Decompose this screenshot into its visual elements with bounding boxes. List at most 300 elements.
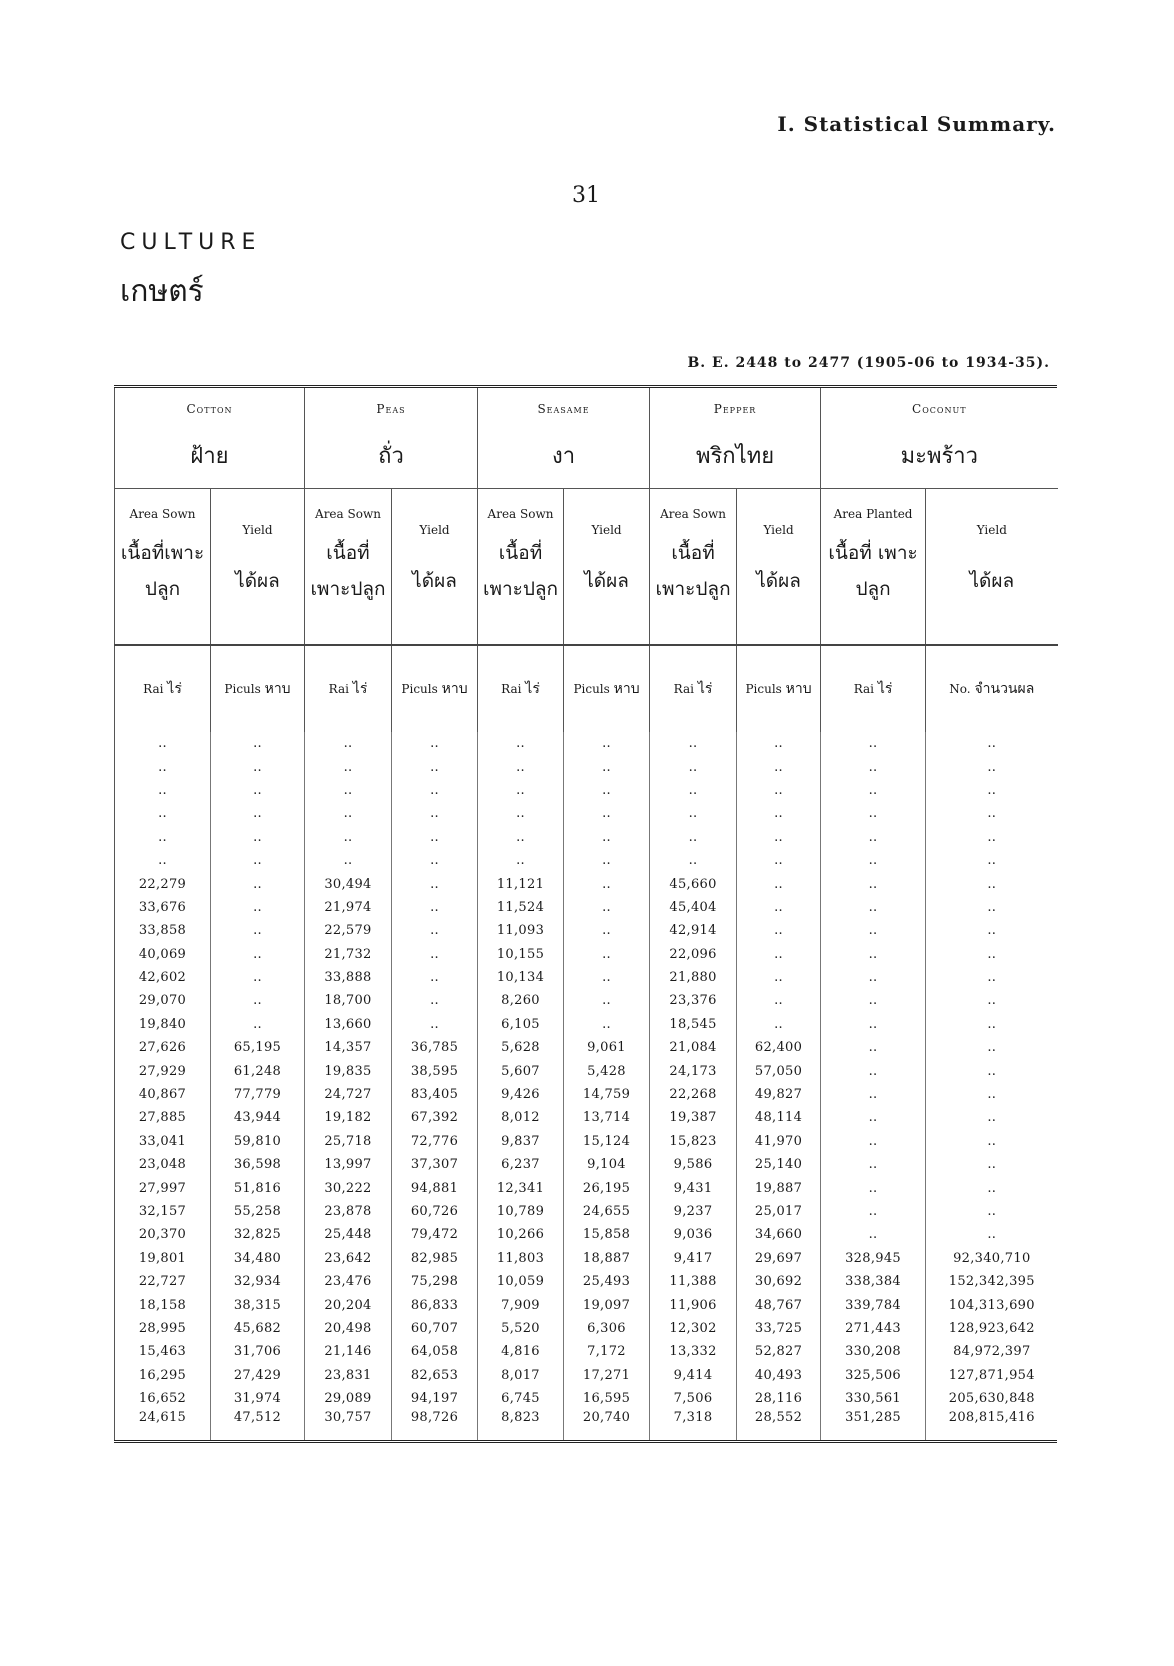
unit-th: หาบ bbox=[441, 681, 468, 697]
table-cell: 18,887 bbox=[564, 1247, 650, 1270]
crop-header-cotton bbox=[115, 388, 305, 489]
subheader-th: เนื้อที่ เพาะปลูก bbox=[828, 542, 918, 600]
table-cell: 30,757 bbox=[305, 1410, 392, 1440]
table-cell: 32,825 bbox=[211, 1223, 305, 1246]
table-cell: 62,400 bbox=[737, 1036, 821, 1059]
table-cell: .. bbox=[821, 1013, 926, 1036]
table-cell: .. bbox=[737, 872, 821, 895]
table-cell: 94,197 bbox=[392, 1387, 478, 1410]
table-cell: .. bbox=[987, 853, 997, 869]
table-cell: 64,058 bbox=[392, 1340, 478, 1363]
table-cell: 29,089 bbox=[305, 1387, 392, 1410]
table-cell: .. bbox=[115, 755, 211, 778]
table-cell: .. bbox=[737, 755, 821, 778]
table-cell: .. bbox=[115, 732, 211, 755]
table-cell: .. bbox=[392, 989, 478, 1012]
table-cell: 19,840 bbox=[115, 1013, 211, 1036]
table-cell: .. bbox=[987, 759, 997, 775]
unit-en: Piculs bbox=[401, 682, 438, 696]
table-cell: .. bbox=[821, 779, 926, 802]
table-cell: 20,498 bbox=[305, 1317, 392, 1340]
table-cell: 18,700 bbox=[305, 989, 392, 1012]
unit-en: Piculs bbox=[745, 682, 782, 696]
table-cell: 13,332 bbox=[650, 1340, 737, 1363]
table-row bbox=[115, 802, 1058, 825]
table-cell: .. bbox=[821, 1200, 926, 1223]
unit-en: Rai bbox=[143, 682, 164, 696]
table-cell: .. bbox=[305, 802, 392, 825]
table-cell: 22,727 bbox=[115, 1270, 211, 1293]
table-cell: .. bbox=[564, 732, 650, 755]
table-cell: 10,134 bbox=[478, 966, 564, 989]
table-cell: 21,974 bbox=[305, 896, 392, 919]
statistics-table-container bbox=[114, 385, 1057, 1443]
table-cell: 19,387 bbox=[650, 1106, 737, 1129]
table-cell: .. bbox=[211, 896, 305, 919]
table-cell: .. bbox=[392, 872, 478, 895]
table-cell: 33,858 bbox=[115, 919, 211, 942]
unit-en: Piculs bbox=[573, 682, 610, 696]
table-cell: 52,827 bbox=[737, 1340, 821, 1363]
table-cell: 7,506 bbox=[650, 1387, 737, 1410]
table-cell: 82,985 bbox=[392, 1247, 478, 1270]
unit-cell bbox=[478, 645, 564, 732]
table-cell: 16,595 bbox=[564, 1387, 650, 1410]
table-cell: 36,785 bbox=[392, 1036, 478, 1059]
table-row bbox=[115, 1200, 1058, 1223]
table-cell: 47,512 bbox=[211, 1410, 305, 1440]
table-cell: 19,182 bbox=[305, 1106, 392, 1129]
table-cell: .. bbox=[211, 826, 305, 849]
unit-cell bbox=[211, 645, 305, 732]
table-cell: 49,827 bbox=[737, 1083, 821, 1106]
table-cell: .. bbox=[115, 802, 211, 825]
culture-heading-en: CULTURE bbox=[120, 230, 262, 255]
table-cell: 94,881 bbox=[392, 1176, 478, 1199]
table-cell: .. bbox=[987, 1110, 997, 1126]
table-cell: .. bbox=[564, 826, 650, 849]
table-cell: .. bbox=[737, 802, 821, 825]
table-cell: .. bbox=[211, 872, 305, 895]
table-row bbox=[115, 1247, 1058, 1270]
table-cell: 152,342,395 bbox=[948, 1274, 1035, 1290]
unit-cell bbox=[392, 645, 478, 732]
table-cell: 27,429 bbox=[211, 1364, 305, 1387]
table-cell: .. bbox=[821, 919, 926, 942]
table-cell: 15,463 bbox=[115, 1340, 211, 1363]
table-cell: .. bbox=[987, 970, 997, 986]
table-row bbox=[115, 779, 1058, 802]
table-cell: .. bbox=[564, 966, 650, 989]
subheader-area bbox=[650, 489, 737, 646]
subheader-yield bbox=[926, 489, 1058, 646]
table-cell: 31,974 bbox=[211, 1387, 305, 1410]
table-cell: .. bbox=[650, 732, 737, 755]
table-cell: .. bbox=[987, 899, 997, 915]
section-title: I. Statistical Summary. bbox=[777, 112, 1056, 136]
table-cell: .. bbox=[305, 732, 392, 755]
table-cell: .. bbox=[737, 779, 821, 802]
table-cell: 17,271 bbox=[564, 1364, 650, 1387]
table-row bbox=[115, 1036, 1058, 1059]
subheader-th: เนื้อที่ เพาะปลูก bbox=[310, 542, 386, 600]
table-cell: 9,061 bbox=[564, 1036, 650, 1059]
table-cell: .. bbox=[305, 779, 392, 802]
subheader-yield bbox=[211, 489, 305, 646]
table-cell: .. bbox=[564, 802, 650, 825]
table-cell: .. bbox=[211, 779, 305, 802]
subheader-th: ได้ผล bbox=[412, 570, 457, 592]
crop-name-en: Coconut bbox=[912, 402, 967, 416]
table-cell: 8,823 bbox=[478, 1410, 564, 1440]
table-cell: .. bbox=[650, 755, 737, 778]
table-cell: 51,816 bbox=[211, 1176, 305, 1199]
table-cell: .. bbox=[987, 1227, 997, 1243]
table-cell: 8,260 bbox=[478, 989, 564, 1012]
subheader-en: Area Sown bbox=[487, 507, 554, 521]
table-row bbox=[115, 966, 1058, 989]
culture-statistics-table bbox=[114, 388, 1058, 1440]
table-cell: 32,157 bbox=[115, 1200, 211, 1223]
table-cell: 29,697 bbox=[737, 1247, 821, 1270]
table-cell: 22,579 bbox=[305, 919, 392, 942]
subheader-en: Yield bbox=[591, 523, 622, 537]
table-cell: .. bbox=[392, 1013, 478, 1036]
table-cell: 271,443 bbox=[821, 1317, 926, 1340]
table-cell: .. bbox=[737, 849, 821, 872]
table-cell: .. bbox=[821, 1059, 926, 1082]
table-cell: 36,598 bbox=[211, 1153, 305, 1176]
subheader-en: Yield bbox=[763, 523, 794, 537]
table-cell: 30,692 bbox=[737, 1270, 821, 1293]
table-cell: .. bbox=[564, 779, 650, 802]
table-cell: .. bbox=[821, 732, 926, 755]
table-cell: .. bbox=[392, 826, 478, 849]
crop-name-th: งา bbox=[551, 444, 576, 469]
unit-cell bbox=[305, 645, 392, 732]
table-cell: .. bbox=[478, 755, 564, 778]
table-cell: 84,972,397 bbox=[953, 1344, 1031, 1360]
table-cell: .. bbox=[821, 802, 926, 825]
table-cell: .. bbox=[987, 1087, 997, 1103]
subheader-area bbox=[821, 489, 926, 646]
table-cell: 13,714 bbox=[564, 1106, 650, 1129]
unit-th: หาบ bbox=[613, 681, 640, 697]
table-cell: 9,586 bbox=[650, 1153, 737, 1176]
table-cell: 23,831 bbox=[305, 1364, 392, 1387]
table-row bbox=[115, 1059, 1058, 1082]
table-cell: .. bbox=[987, 782, 997, 798]
table-cell: 25,140 bbox=[737, 1153, 821, 1176]
table-cell: 19,801 bbox=[115, 1247, 211, 1270]
table-cell: .. bbox=[305, 826, 392, 849]
table-cell: 339,784 bbox=[821, 1293, 926, 1316]
table-cell: 48,114 bbox=[737, 1106, 821, 1129]
table-row bbox=[115, 1317, 1058, 1340]
table-cell: .. bbox=[650, 849, 737, 872]
table-cell: 41,970 bbox=[737, 1130, 821, 1153]
table-cell: .. bbox=[564, 849, 650, 872]
table-cell: 328,945 bbox=[821, 1247, 926, 1270]
table-cell: 60,726 bbox=[392, 1200, 478, 1223]
date-range: B. E. 2448 to 2477 (1905-06 to 1934-35). bbox=[687, 355, 1050, 371]
table-row bbox=[115, 1223, 1058, 1246]
unit-cell bbox=[926, 645, 1058, 732]
table-cell: 20,204 bbox=[305, 1293, 392, 1316]
table-cell: .. bbox=[211, 802, 305, 825]
table-cell: 23,878 bbox=[305, 1200, 392, 1223]
table-cell: .. bbox=[987, 923, 997, 939]
table-row bbox=[115, 1083, 1058, 1106]
table-cell: .. bbox=[737, 826, 821, 849]
table-cell: 43,944 bbox=[211, 1106, 305, 1129]
table-row bbox=[115, 1364, 1058, 1387]
table-cell: 40,867 bbox=[115, 1083, 211, 1106]
table-cell: 11,524 bbox=[478, 896, 564, 919]
table-cell: 12,302 bbox=[650, 1317, 737, 1340]
table-cell: .. bbox=[737, 989, 821, 1012]
unit-en: Rai bbox=[501, 682, 522, 696]
crop-name-en: Peas bbox=[376, 402, 406, 416]
table-cell: 48,767 bbox=[737, 1293, 821, 1316]
table-cell: 127,871,954 bbox=[948, 1367, 1035, 1383]
table-row bbox=[115, 872, 1058, 895]
table-cell: .. bbox=[650, 826, 737, 849]
table-cell: .. bbox=[478, 732, 564, 755]
subheader-en: Yield bbox=[976, 523, 1007, 537]
table-cell: .. bbox=[987, 1180, 997, 1196]
table-cell: 24,727 bbox=[305, 1083, 392, 1106]
crop-header-coconut bbox=[821, 388, 1058, 489]
table-row bbox=[115, 1013, 1058, 1036]
table-cell: 18,545 bbox=[650, 1013, 737, 1036]
table-cell: 30,222 bbox=[305, 1176, 392, 1199]
table-cell: 31,706 bbox=[211, 1340, 305, 1363]
crop-header-row bbox=[115, 388, 1058, 489]
table-cell: 23,642 bbox=[305, 1247, 392, 1270]
crop-name-th: ถั่ว bbox=[378, 444, 404, 469]
table-cell: .. bbox=[821, 989, 926, 1012]
subheader-en: Yield bbox=[419, 523, 450, 537]
table-row bbox=[115, 989, 1058, 1012]
table-cell: 330,208 bbox=[821, 1340, 926, 1363]
table-cell: 27,997 bbox=[115, 1176, 211, 1199]
table-cell: 10,059 bbox=[478, 1270, 564, 1293]
table-cell: 21,732 bbox=[305, 943, 392, 966]
table-cell: 9,417 bbox=[650, 1247, 737, 1270]
table-cell: 22,268 bbox=[650, 1083, 737, 1106]
table-cell: 57,050 bbox=[737, 1059, 821, 1082]
table-cell: 6,745 bbox=[478, 1387, 564, 1410]
table-row bbox=[115, 943, 1058, 966]
table-cell: 29,070 bbox=[115, 989, 211, 1012]
unit-en: Piculs bbox=[224, 682, 261, 696]
table-cell: 8,017 bbox=[478, 1364, 564, 1387]
table-cell: 65,195 bbox=[211, 1036, 305, 1059]
table-cell: 20,370 bbox=[115, 1223, 211, 1246]
table-row bbox=[115, 732, 1058, 755]
table-cell: .. bbox=[478, 802, 564, 825]
table-cell: 60,707 bbox=[392, 1317, 478, 1340]
table-cell: .. bbox=[821, 1106, 926, 1129]
subheader-th: เนื้อที่ เพาะปลูก bbox=[482, 542, 559, 600]
table-cell: .. bbox=[987, 1133, 997, 1149]
subheader-area bbox=[305, 489, 392, 646]
table-cell: 15,858 bbox=[564, 1223, 650, 1246]
table-cell: 16,295 bbox=[115, 1364, 211, 1387]
table-cell: 34,660 bbox=[737, 1223, 821, 1246]
crop-name-th: ฝ้าย bbox=[190, 444, 229, 469]
table-cell: 21,084 bbox=[650, 1036, 737, 1059]
table-cell: .. bbox=[821, 755, 926, 778]
table-cell: 25,448 bbox=[305, 1223, 392, 1246]
table-cell: .. bbox=[821, 896, 926, 919]
table-cell: 16,652 bbox=[115, 1387, 211, 1410]
table-cell: .. bbox=[821, 849, 926, 872]
table-cell: 55,258 bbox=[211, 1200, 305, 1223]
table-cell: 32,934 bbox=[211, 1270, 305, 1293]
table-cell: .. bbox=[987, 1204, 997, 1219]
table-cell: 11,388 bbox=[650, 1270, 737, 1293]
table-cell: 18,158 bbox=[115, 1293, 211, 1316]
table-cell: 128,923,642 bbox=[948, 1320, 1035, 1336]
table-cell: 15,124 bbox=[564, 1130, 650, 1153]
table-cell: 27,885 bbox=[115, 1106, 211, 1129]
subheader-th: ได้ผล bbox=[969, 570, 1015, 592]
table-cell: 7,909 bbox=[478, 1293, 564, 1316]
table-cell: .. bbox=[564, 989, 650, 1012]
table-cell: 8,012 bbox=[478, 1106, 564, 1129]
unit-th: ไร่ bbox=[167, 681, 182, 697]
table-cell: .. bbox=[564, 755, 650, 778]
table-row bbox=[115, 1106, 1058, 1129]
table-row bbox=[115, 1153, 1058, 1176]
unit-cell bbox=[564, 645, 650, 732]
table-body bbox=[115, 732, 1058, 1440]
table-cell: .. bbox=[392, 966, 478, 989]
table-cell: 205,630,848 bbox=[948, 1391, 1035, 1407]
table-cell: .. bbox=[211, 919, 305, 942]
table-cell: .. bbox=[821, 872, 926, 895]
table-cell: 12,341 bbox=[478, 1176, 564, 1199]
table-cell: .. bbox=[737, 943, 821, 966]
table-cell: .. bbox=[211, 989, 305, 1012]
table-cell: 11,906 bbox=[650, 1293, 737, 1316]
table-cell: 42,914 bbox=[650, 919, 737, 942]
table-cell: .. bbox=[821, 1083, 926, 1106]
subheader-yield bbox=[564, 489, 650, 646]
table-cell: 21,146 bbox=[305, 1340, 392, 1363]
crop-name-en: Seasame bbox=[537, 402, 590, 416]
table-cell: 25,493 bbox=[564, 1270, 650, 1293]
table-cell: .. bbox=[564, 919, 650, 942]
table-cell: .. bbox=[564, 1013, 650, 1036]
table-cell: 98,726 bbox=[392, 1410, 478, 1440]
subheader-area bbox=[478, 489, 564, 646]
table-row bbox=[115, 1387, 1058, 1410]
table-cell: .. bbox=[821, 966, 926, 989]
table-cell: 13,660 bbox=[305, 1013, 392, 1036]
table-row bbox=[115, 919, 1058, 942]
table-cell: .. bbox=[737, 966, 821, 989]
table-cell: .. bbox=[987, 829, 997, 845]
table-cell: .. bbox=[305, 849, 392, 872]
table-cell: 9,431 bbox=[650, 1176, 737, 1199]
table-cell: 24,655 bbox=[564, 1200, 650, 1223]
unit-en: No. bbox=[949, 682, 971, 696]
unit-th: หาบ bbox=[264, 681, 291, 697]
table-cell: 34,480 bbox=[211, 1247, 305, 1270]
table-cell: 6,105 bbox=[478, 1013, 564, 1036]
unit-en: Rai bbox=[328, 682, 349, 696]
table-cell: 24,173 bbox=[650, 1059, 737, 1082]
table-cell: .. bbox=[564, 943, 650, 966]
table-cell: 83,405 bbox=[392, 1083, 478, 1106]
table-cell: 38,315 bbox=[211, 1293, 305, 1316]
table-cell: 40,069 bbox=[115, 943, 211, 966]
unit-th: ไร่ bbox=[697, 681, 713, 697]
table-cell: 330,561 bbox=[821, 1387, 926, 1410]
table-cell: 208,815,416 bbox=[948, 1410, 1035, 1426]
table-cell: 9,837 bbox=[478, 1130, 564, 1153]
table-cell: 61,248 bbox=[211, 1059, 305, 1082]
table-cell: .. bbox=[821, 1176, 926, 1199]
table-cell: 351,285 bbox=[821, 1410, 926, 1440]
crop-name-en: Cotton bbox=[186, 402, 233, 416]
subheader-th: เนื้อที่ เพาะปลูก bbox=[655, 542, 731, 600]
unit-th: จำนวนผล bbox=[974, 681, 1035, 697]
table-cell: .. bbox=[211, 943, 305, 966]
table-row bbox=[115, 1176, 1058, 1199]
table-cell: 11,803 bbox=[478, 1247, 564, 1270]
table-cell: 67,392 bbox=[392, 1106, 478, 1129]
table-cell: 19,097 bbox=[564, 1293, 650, 1316]
table-cell: .. bbox=[392, 779, 478, 802]
table-cell: 77,779 bbox=[211, 1083, 305, 1106]
table-cell: 25,718 bbox=[305, 1130, 392, 1153]
table-cell: .. bbox=[115, 826, 211, 849]
table-cell: 9,036 bbox=[650, 1223, 737, 1246]
table-cell: .. bbox=[478, 779, 564, 802]
crop-name-en: Pepper bbox=[713, 402, 757, 416]
table-cell: 23,376 bbox=[650, 989, 737, 1012]
table-cell: 79,472 bbox=[392, 1223, 478, 1246]
table-cell: 28,116 bbox=[737, 1387, 821, 1410]
table-cell: 6,237 bbox=[478, 1153, 564, 1176]
table-row bbox=[115, 849, 1058, 872]
table-cell: 28,552 bbox=[737, 1410, 821, 1440]
table-cell: .. bbox=[392, 802, 478, 825]
table-cell: 19,887 bbox=[737, 1176, 821, 1199]
unit-th: ไร่ bbox=[352, 681, 368, 697]
table-cell: 28,995 bbox=[115, 1317, 211, 1340]
page-number: 31 bbox=[572, 183, 600, 208]
table-cell: 59,810 bbox=[211, 1130, 305, 1153]
table-cell: 10,155 bbox=[478, 943, 564, 966]
table-cell: .. bbox=[650, 802, 737, 825]
table-cell: 33,888 bbox=[305, 966, 392, 989]
table-cell: 20,740 bbox=[564, 1410, 650, 1440]
table-cell: 7,172 bbox=[564, 1340, 650, 1363]
table-cell: .. bbox=[987, 1157, 997, 1173]
subheader-en: Area Planted bbox=[833, 507, 913, 521]
table-cell: 9,237 bbox=[650, 1200, 737, 1223]
table-cell: 325,506 bbox=[821, 1364, 926, 1387]
table-cell: 19,835 bbox=[305, 1059, 392, 1082]
table-cell: 72,776 bbox=[392, 1130, 478, 1153]
table-cell: 45,404 bbox=[650, 896, 737, 919]
table-cell: 4,816 bbox=[478, 1340, 564, 1363]
